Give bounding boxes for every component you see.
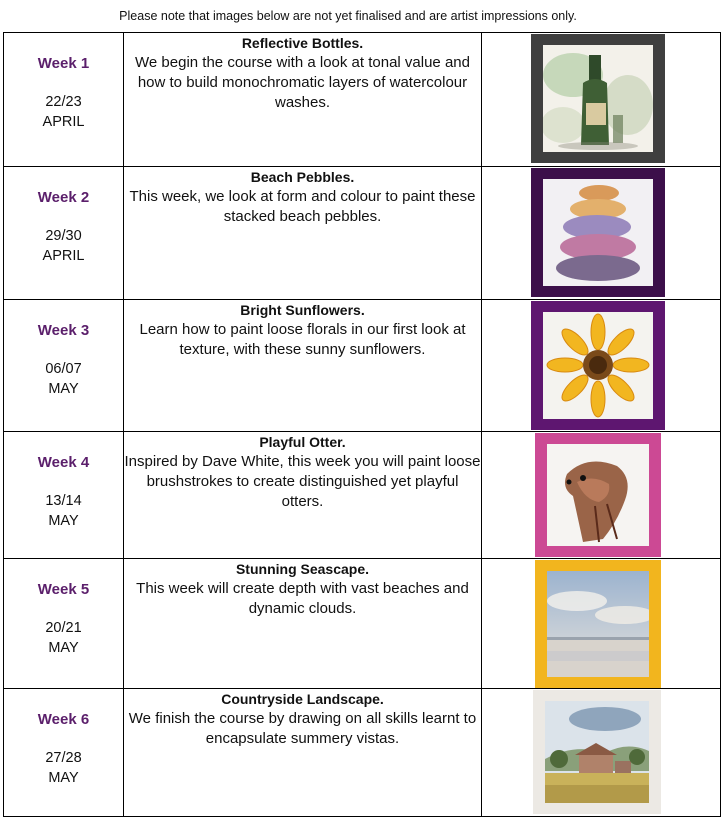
session-title: Reflective Bottles.: [241, 35, 364, 51]
painting-frame: [531, 34, 665, 163]
painting-frame: [531, 301, 665, 430]
image-cell: [482, 167, 721, 300]
session-description: Inspired by Dave White, this week you will paint loose brushstrokes to create distinguished yet playful otters.: [124, 453, 481, 510]
sunflower-painting: [543, 312, 653, 419]
description-cell: [124, 559, 482, 689]
session-description: This week, we look at form and colour to paint these stacked beach pebbles.: [129, 188, 476, 225]
painting-frame: [535, 560, 661, 688]
image-cell: [482, 300, 721, 432]
week-month: MAY: [48, 513, 79, 529]
image-cell: [482, 432, 721, 559]
session-description: This week will create depth with vast beaches and dynamic clouds.: [136, 580, 469, 617]
disclaimer-note: Please note that images below are not yet finalised and are artist impressions only.: [119, 9, 577, 23]
course-schedule-table: [3, 32, 721, 817]
otter-painting: [547, 444, 649, 546]
session-title: Beach Pebbles.: [250, 169, 355, 185]
table-row: [4, 300, 721, 432]
table-row: [4, 689, 721, 817]
week-dates: 22/23: [45, 94, 82, 110]
week-cell: [4, 559, 124, 689]
session-description: We begin the course with a look at tonal value and how to build monochromatic layers of watercolour washes.: [135, 54, 470, 111]
week-dates: 29/30: [45, 228, 82, 244]
week-dates: 20/21: [45, 620, 82, 636]
painting-frame: [531, 168, 665, 297]
week-label: Week 3: [37, 322, 90, 339]
week-label: Week 1: [37, 55, 90, 72]
week-cell: [4, 432, 124, 559]
session-description: Learn how to paint loose florals in our first look at texture, with these sunny sunflowers.: [139, 321, 466, 358]
week-label: Week 5: [37, 581, 90, 598]
description-cell: [124, 33, 482, 167]
description-cell: [124, 300, 482, 432]
week-label: Week 4: [37, 454, 90, 471]
week-cell: [4, 33, 124, 167]
countryside-painting: [545, 701, 649, 803]
week-month: APRIL: [42, 248, 85, 264]
week-label: Week 6: [37, 711, 90, 728]
week-dates: 06/07: [45, 361, 82, 377]
description-cell: [124, 432, 482, 559]
painting-frame: [533, 690, 661, 814]
week-month: MAY: [48, 381, 79, 397]
session-title: Bright Sunflowers.: [240, 302, 365, 318]
stacked-pebbles-painting: [543, 179, 653, 286]
description-cell: [124, 167, 482, 300]
week-month: MAY: [48, 640, 79, 656]
table-row: [4, 33, 721, 167]
description-cell: [124, 689, 482, 817]
session-description: We finish the course by drawing on all skills learnt to encapsulate summery vistas.: [128, 710, 477, 747]
seascape-painting: [547, 571, 649, 677]
wine-bottle-painting: [543, 45, 653, 152]
image-cell: [482, 33, 721, 167]
week-cell: [4, 300, 124, 432]
week-dates: 27/28: [45, 750, 82, 766]
table-row: [4, 432, 721, 559]
image-cell: [482, 559, 721, 689]
week-cell: [4, 167, 124, 300]
week-label: Week 2: [37, 189, 90, 206]
session-title: Playful Otter.: [259, 434, 346, 450]
table-row: [4, 167, 721, 300]
week-month: APRIL: [42, 114, 85, 130]
painting-frame: [535, 433, 661, 557]
week-month: MAY: [48, 770, 79, 786]
week-cell: [4, 689, 124, 817]
table-row: [4, 559, 721, 689]
image-cell: [482, 689, 721, 817]
session-title: Countryside Landscape.: [221, 691, 384, 707]
session-title: Stunning Seascape.: [235, 561, 370, 577]
week-dates: 13/14: [45, 493, 82, 509]
